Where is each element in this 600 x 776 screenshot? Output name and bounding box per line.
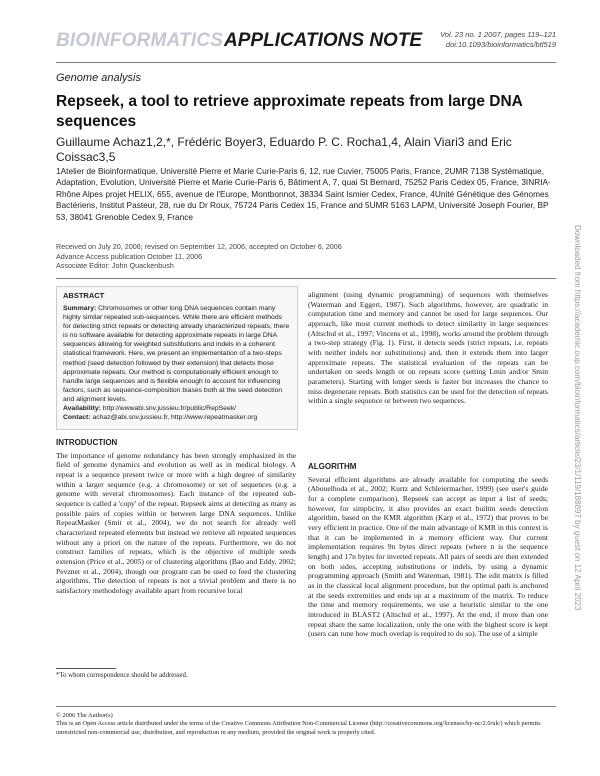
summary-text: Chromosomes or other long DNA sequences contain many highly similar repeated sub-sequences. While there are efficient methods for detecting strict repeats or detecting already characterized repeats, there is no software available for detecting approximate repeats in large DNA sequences allowing for weighted substitutions and indels in a coherent statistical framework. Here, we present an implementation of a two-steps method (seed detection followed by their extension) that detects those approximate repeats. Our method is computationally efficient enough to handle large sequences and is flexible enough to account for influencing factors, such as sequence-composition biases both at the seed detection and alignment levels. [63,305,290,403]
volume-pages: Vol. 23 no. 1 2007, pages 119–121 [440,30,556,39]
right-column-text: alignment (using dynamic programming) of sequences with themselves (Waterman and Eggert, 1987). Such algorithms, however, are quadratic in computation time and memory and cannot be used for large sequences. Our approach, like most current methods to detect similarity in large sequences (Altschul et al., 1997; Vincens et al., 1998), works around the problem through a two-step strategy (Fig. 1). First, it detects seeds (strict repeats, i.e. repeats with neither indels nor substitutions) and, then it extends them into larger approximate repeats. The statistical evaluation of the repeats can be undertaken on seeds length or on repeats score (setting Lmin and/or Smin parameters). Starting with longer seeds is faster but increases the chance to miss degenerate repeats. Both statistics can be used for the detection of repeats within a single sequence or between two sequences. [308,290,548,406]
algorithm-text: Several efficient algorithms are already available for computing the seeds (Abouelhoda et al., 2002; Kurtz and Schleiermacher, 1999) (see user's guide for a complete comparison). Repseek can accept as input a list of seeds; however, for simplicity, it also provides an exact builtin seeds detection algorithm, based on the KMR algorithm (Karp et al., 1972) that proves to be very efficient in practice. One of the main advantage of KMR in this context is that it can be implemented in a memory efficient way. Our current implementation requires 9n bytes direct repeats (where n is the sequence length) and 17n bytes for inverted repeats. All pairs of seeds are then extended on both sides, accepting substitutions or indels, by using a dynamic programming approach (Smith and Waterman, 1981). The edit matrix is filled as in the classical local alignment procedure, but the optimal path is anchored at the seeds extremities and ends up at a maximum of the matrix. To reduce the time and memory requirements, we use a heuristic similar to the one introduced in BLAST2 (Altschul et al., 1997). At the end, if more than one repeat share the same localization, only the one with the highest score is kept (users can tune how much overlap is required to do so). The use of a simple [308,474,548,639]
correspondence-footnote: *To whom correspondence should be addressed. [56,672,188,679]
introduction-heading: INTRODUCTION [56,438,118,447]
availability-link[interactable]: http://wwwabi.snv.jussieu.fr/public/RepSeek/ [102,405,237,413]
license-text: This is an Open Access article distributed under the terms of the Creative Commons Attribution Non-Commercial License (http://creativecommons.org/licenses/by-nc/2.0/uk/) which permits unrestricted non-commercial use, distribution, and reproduction in any medium, provided the original work is properly cited. [56,720,541,736]
subject-category: Genome analysis [56,72,141,84]
header-rule [56,62,556,63]
associate-editor: Associate Editor: John Quackenbush [56,261,174,270]
algorithm-section [308,462,548,639]
copyright-line: © 2006 The Author(s) [56,712,113,719]
download-watermark: Downloaded from https://academic.oup.com/bioinformatics/article/23/1/119/188897 by guest on 12 April 2023 [573,225,582,611]
algorithm-heading: ALGORITHM [308,462,357,471]
dates-rule [56,278,556,279]
journal-header [56,28,556,58]
contact-label: Contact: [63,414,91,422]
copyright-rule [56,706,556,707]
advance-access-date: Advance Access publication October 11, 2006 [56,251,203,261]
abstract-box [56,286,298,430]
abstract-heading: ABSTRACT [63,291,105,300]
affiliations: 1Atelier de Bioinformatique, Université Pierre et Marie Curie-Paris 6, 12, rue Cuvier, 75005 Paris, France, 2UMR 7138 Systématique, Adaptation, Evolution, Université Pierre et Marie Curie-Paris 6, Bâtiment A, 7, quai St Bernard, 75252 Paris Cedex 05, France, 3INRIA-Rhône Alpes projet HELIX, 655, avenue de l'Europe, Montbonnot, 38334 Saint Ismier Cedex, France, 4Unité Génétique des Génomes Bactériens, Institut Pasteur, 28, rue du Dr Roux, 75724 Paris Cedex 15, France and 5UMR 5163 LAPM, Université Joseph Fourier, BP 53, 38041 Grenoble Cedex 9, France [56,166,551,222]
journal-name: BIOINFORMATICS [56,30,224,51]
abstract-body [63,304,291,422]
summary-label: Summary: [63,305,97,312]
article-dates [56,242,556,271]
copyright-notice [56,712,556,737]
article-type: APPLICATIONS NOTE [224,30,423,51]
introduction-section [56,438,296,596]
author-list: Guillaume Achaz1,2,*, Frédéric Boyer3, Eduardo P. C. Rocha1,4, Alain Viari3 and Eric Coissac3,5 [56,135,512,164]
received-date: Received on July 20, 2006; revised on September 12, 2006; accepted on October 6, 2006 [56,242,342,251]
introduction-text: The importance of genome redundancy has been strongly emphasized in the field of genome dynamics and evolution as well as in medical biology. A repeat is a sequence present twice or more with a high degree of similarity within a larger sequence (e.g. a chromosome) or set of sequences (e.g. a genome with several chromosomes). Each instance of the repeated sub-sequence is called a 'copy' of the repeat. Repseek aims at detecting as many as possible pairs of copies within or between large DNA sequences. Unlike RepeatMasker (Smit et al., 2004), we do not search for already well characterized repeated elements but instead we retrieve all repeated sequences without any a priori on the nature of the repeats. Furthermore, we do not construct families of repeats, which is the objective of multiple seeds extension (Price et al., 2005) or of clustering algorithms (Bao and Eddy, 2002; Pevzner et al., 2004), though our program can be used to feed the clustering algorithms. The detection of repeats is not a trivial problem and there is no satisfactory methodology available apart from recursive local [56,450,296,595]
article-title: Repseek, a tool to retrieve approximate repeats from large DNA sequences [56,93,523,130]
footnote-rule [56,668,116,669]
doi[interactable]: doi:10.1093/bioinformatics/btl519 [445,40,556,49]
citation-info [440,30,556,50]
contact-info[interactable]: achaz@abi.snv.jussieu.fr, http://www.repeatmasker.org [92,414,258,422]
availability-label: Availability: [63,405,101,413]
